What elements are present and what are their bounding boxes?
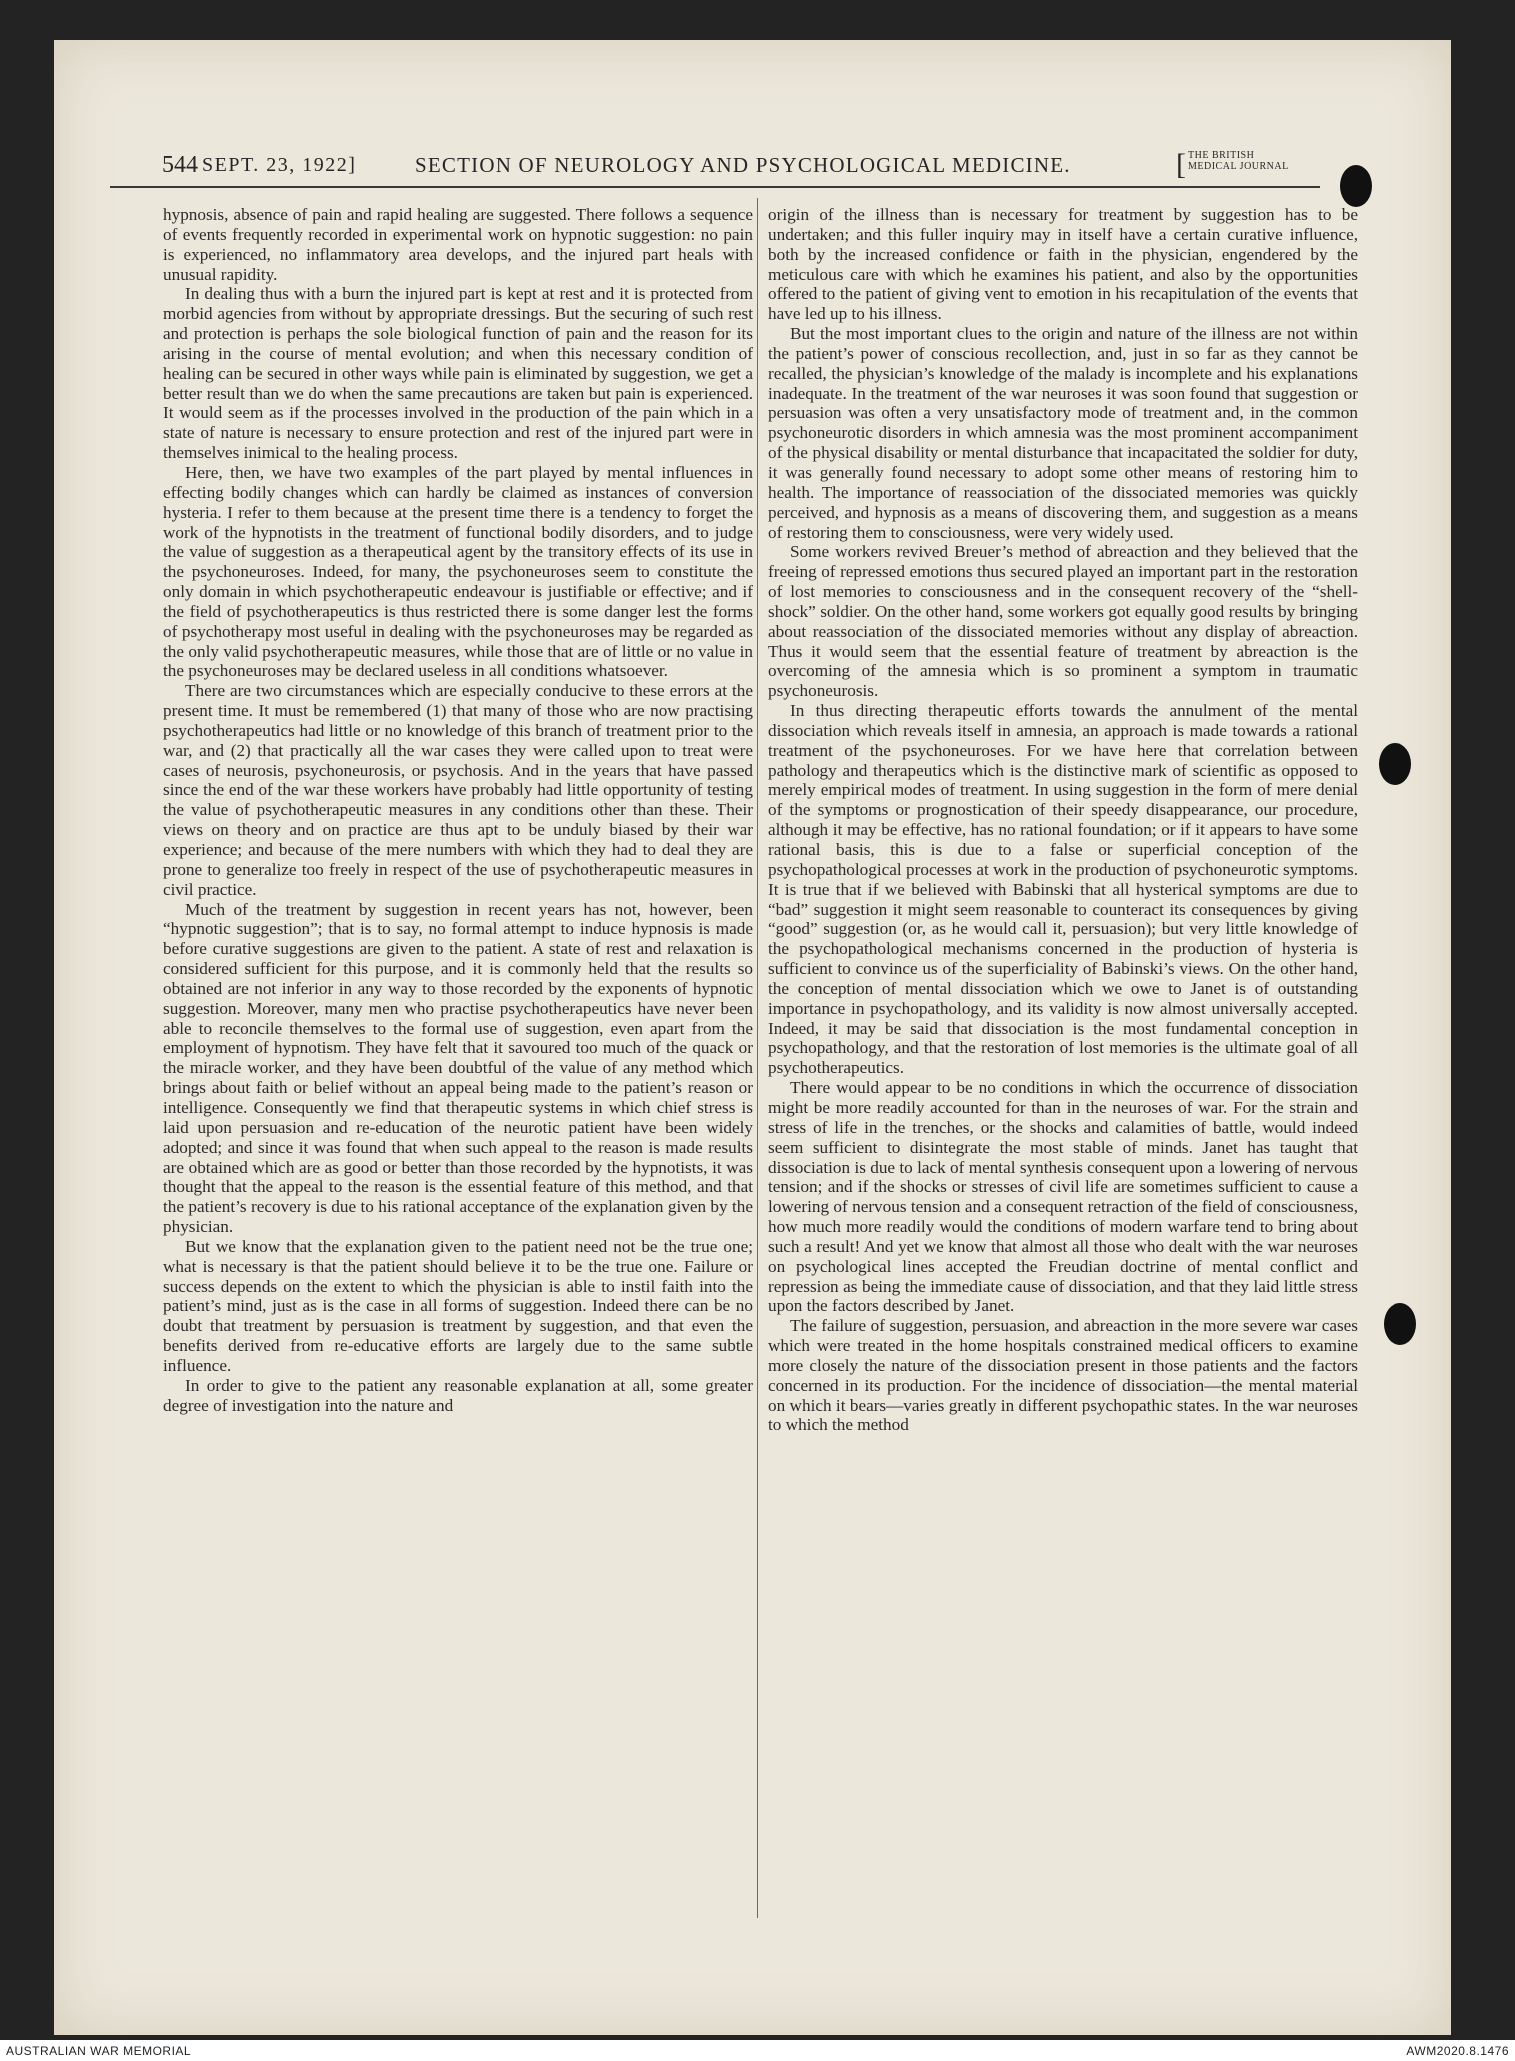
journal-name-line1: THE BRITISH bbox=[1188, 150, 1255, 161]
paragraph: There are two circumstances which are especially conducive to these errors at the present time. It must be remembered (1) that many of those who are now practising psychotherapeutics had little or no knowledge of this branch of treatment prior to the war, and (2) that practically all the war cases they were called upon to treat were cases of neurosis, psychoneurosis, or psychosis. And in the years that have passed since the end of the war these workers have probably had little opportunity of testing the value of psychotherapeutic measures in any conditions other than these. Their views on theory and on practice are thus apt to be unduly biased by their war experience; and because of the mere numbers with which they had to deal they are prone to generalize too freely in respect of the use of psychotherapeutic measures in civil practice. bbox=[163, 681, 753, 899]
journal-bracket: [ bbox=[1176, 148, 1186, 181]
archive-reference: AWM2020.8.1476 bbox=[1406, 2044, 1509, 2058]
paragraph: Much of the treatment by suggestion in recent years has not, however, been “hypnotic suggestion”; that is to say, no formal attempt to induce hypnosis is made before curative suggestions are given to the patient. A state of rest and relaxation is considered sufficient for this purpose, and it is commonly held that the results so obtained are not inferior in any way to those recorded by the exponents of hypnotic suggestion. Moreover, many men who practise psychotherapeutics have never been able to reconcile themselves to the formal use of suggestion, even apart from the employment of hypnotism. They have felt that it savoured too much of the quack or the miracle worker, and they have been doubtful of the value of any method which brings about faith or belief without an appeal being made to the patient’s reason or intelligence. Consequently we find that therapeutic systems in which chief stress is laid upon persuasion and re-education of the neurotic patient have been widely adopted; and since it was found that when such appeal to the reason is made results are obtained which are as good or better than those recorded by the hypnotists, it was thought that the appeal to the reason is the essential feature of this method, and that the patient’s recovery is due to his rational acceptance of the explanation given by the physician. bbox=[163, 899, 753, 1237]
right-column bbox=[768, 205, 1358, 1945]
paragraph: Here, then, we have two examples of the part played by mental influences in effecting bodily changes which can hardly be claimed as instances of conversion hysteria. I refer to them because at the present time there is a tendency to forget the work of the hypnotists in the treatment of functional bodily disorders, and to judge the value of suggestion as a therapeutical agent by the transitory effects of its use in the psychoneuroses. Indeed, for many, the psychoneuroses seem to constitute the only domain in which psychotherapeutic endeavour is justifiable or effective; and if the field of psychotherapeutics is thus restricted there is some danger lest the forms of psychotherapy most useful in dealing with the psychoneuroses may be regarded as the only valid psychotherapeutic measures, while those that are of little or no value in the psychoneuroses may be declared useless in all conditions whatsoever. bbox=[163, 462, 753, 681]
paragraph: hypnosis, absence of pain and rapid healing are suggested. There follows a sequence of events frequently recorded in experimental work on hypnotic suggestion: no pain is experienced, no inflammatory area develops, and the injured part heals with unusual rapidity. bbox=[163, 205, 753, 284]
paragraph: In thus directing therapeutic efforts towards the annulment of the mental dissociation which reveals itself in amnesia, an approach is made towards a rational treatment of the psychoneuroses. For we have here that correlation between pathology and therapeutics which is the distinctive mark of scientific as opposed to merely empirical modes of treatment. In using suggestion in the form of mere denial of the symptoms or prognostication of their speedy disappearance, our procedure, although it may be effective, has no rational foundation; or if it appears to have some rational basis, this is due to a false or superficial conception of the psychopathological processes at work in the production of psychoneurotic symptoms. It is true that if we believed with Babinski that all hysterical symptoms are due to “bad” suggestion it might seem reasonable to counteract its consequences by giving “good” suggestion (or, as he would call it, persuasion); but very little knowledge of the psychopathological mechanisms concerned in the production of hysteria is sufficient to convince us of the superficiality of Babinski’s views. On the other hand, the conception of mental dissociation which we owe to Janet is of outstanding importance in psychopathology, and its validity is now almost universally accepted. Indeed, it may be said that dissociation is the most fundamental conception in psychopathology, and that the restoration of lost memories is the ultimate goal of all psychotherapeutics. bbox=[768, 701, 1358, 1078]
punch-hole bbox=[1384, 1303, 1416, 1345]
paragraph: origin of the illness than is necessary for treatment by suggestion has to be undertaken; and this fuller inquiry may in itself have a certain curative influence, both by the increased confidence or faith in the physician, engendered by the meticulous care with which he examines his patient, and also by the opportunities offered to the patient of giving vent to emotion in his recapitulation of the events that have led up to his illness. bbox=[768, 205, 1358, 324]
section-title: SECTION OF NEUROLOGY AND PSYCHOLOGICAL MEDICINE. bbox=[415, 153, 1071, 177]
punch-hole bbox=[1340, 165, 1372, 207]
paragraph: There would appear to be no conditions in which the occurrence of dissociation might be more readily accounted for than in the neuroses of war. For the strain and stress of life in the trenches, or the shocks and calamities of battle, would indeed seem sufficient to disintegrate the most stable of minds. Janet has taught that dissociation is due to lack of mental synthesis consequent upon a lowering of nervous tension; and if the shocks or stresses of civil life are sometimes sufficient to cause a lowering of nervous tension and a consequent retraction of the field of consciousness, how much more readily would the conditions of modern warfare tend to bring about such a result! And yet we know that almost all those who dealt with the war neuroses on psychological lines accepted the Freudian doctrine of mental conflict and repression as being the immediate cause of dissociation, and that they laid little stress upon the factors described by Janet. bbox=[768, 1078, 1358, 1316]
page-number: 544 bbox=[162, 152, 198, 178]
paragraph: Some workers revived Breuer’s method of abreaction and they believed that the freeing of repressed emotions thus secured played an important part in the restoration of lost memories to consciousness and in the consequent recovery of the “shell-shock” soldier. On the other hand, some workers got equally good results by bringing about reassociation of the dissociated memories without any display of abreaction. Thus it would seem that the essential feature of treatment by abreaction is the overcoming of the amnesia which is so prominent a symptom in traumatic psychoneurosis. bbox=[768, 542, 1358, 701]
paragraph: In dealing thus with a burn the injured part is kept at rest and it is protected from morbid agencies from without by appropriate dressings. But the securing of such rest and protection is perhaps the sole biological function of pain and the reason for its arising in the course of mental evolution; and when this necessary condition of healing can be secured in other ways while pain is eliminated by suggestion, we get a better result than we do when the same precautions are taken but pain is experienced. It would seem as if the processes involved in the production of the pain which in a state of nature is necessary to ensure protection and rest of the injured part were in themselves inimical to the healing process. bbox=[163, 284, 753, 463]
column-divider bbox=[757, 198, 758, 1918]
paragraph: But the most important clues to the origin and nature of the illness are not within the patient’s power of conscious recollection, and, just in so far as they cannot be recalled, the physician’s knowledge of the malady is incomplete and his explanations inadequate. In the treatment of the war neuroses it was soon found that suggestion or persuasion was often a very unsatisfactory mode of treatment and, in the common psychoneurotic disorders in which amnesia was the most prominent accompaniment of the physical disability or mental disturbance that incapacitated the soldier for duty, it was generally found necessary to adopt some other means of restoring him to health. The importance of reassociation of the dissociated memories was quickly perceived, and hypnosis as a means of discovering them, and suggestion as a means of restoring them to consciousness, were very widely used. bbox=[768, 324, 1358, 542]
archive-credit: AUSTRALIAN WAR MEMORIAL bbox=[6, 2044, 192, 2058]
page-header bbox=[110, 150, 1320, 188]
journal-name bbox=[1188, 150, 1289, 172]
paragraph: In order to give to the patient any reasonable explanation at all, some greater degree of investigation into the nature and bbox=[163, 1375, 753, 1415]
journal-name-line2: MEDICAL JOURNAL bbox=[1188, 161, 1289, 172]
issue-date: SEPT. 23, 1922] bbox=[202, 154, 357, 176]
paragraph: But we know that the explanation given to the patient need not be the true one; what is necessary is that the patient should believe it to be the true one. Failure or success depends on the extent to which the physician is able to instil faith into the patient’s mind, just as is the case in all forms of suggestion. Indeed there can be no doubt that treatment by persuasion is treatment by suggestion, and that even the benefits derived from re-educative efforts are largely due to the same subtle influence. bbox=[163, 1236, 753, 1375]
left-column bbox=[163, 205, 753, 1945]
paragraph: The failure of suggestion, persuasion, and abreaction in the more severe war cases which were treated in the home hospitals constrained medical officers to examine more closely the nature of the dissociation present in those patients and the factors concerned in its production. For the incidence of dissociation—the mental material on which it bears—varies greatly in different psychopathic states. In the war neuroses to which the method bbox=[768, 1316, 1358, 1435]
punch-hole bbox=[1379, 743, 1411, 785]
